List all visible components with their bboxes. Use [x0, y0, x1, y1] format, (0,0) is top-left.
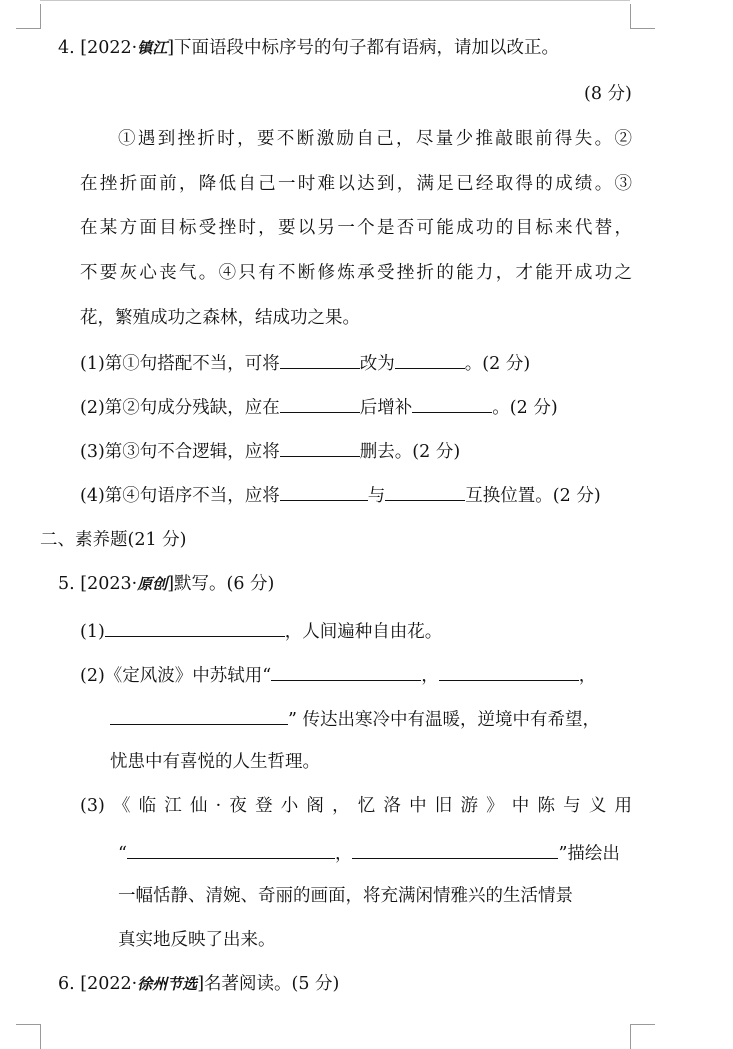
- q4-passage-line-2: 在挫折面前，降低自己一时难以达到，满足已经取得的成绩。③: [80, 174, 632, 194]
- q4-sub-1: (1)第①句搭配不当，可将 改为 。(2 分): [80, 350, 530, 376]
- q4-sub-2: (2)第②句成分残缺，应在 后增补 。(2 分): [80, 394, 558, 420]
- q4-passage-line-3: 在某方面目标受挫时，要以另一个是否可能成功的目标来代替，: [80, 218, 632, 238]
- q5-part-3-line-2: “ ， ”描绘出: [118, 840, 620, 866]
- answer-blank[interactable]: [271, 662, 421, 681]
- q6-heading: 6. [2022·徐州节选]名著阅读。(5 分): [58, 974, 340, 994]
- crop-mark-bottom-left: [16, 1024, 41, 1049]
- crop-mark-top-right: [630, 4, 655, 29]
- q4-passage-line-5: 花，繁殖成功之森林，结成功之果。: [80, 308, 360, 328]
- q5-part-3-line-4: 真实地反映了出来。: [118, 930, 276, 950]
- answer-blank[interactable]: [352, 840, 558, 859]
- q4-sub-4: (4)第④句语序不当，应将 与 互换位置。(2 分): [80, 482, 601, 508]
- q6-source: 徐州节选: [137, 975, 198, 993]
- answer-blank[interactable]: [280, 482, 368, 501]
- answer-blank[interactable]: [280, 350, 360, 369]
- answer-blank[interactable]: [127, 840, 335, 859]
- q4-sub-3: (3)第③句不合逻辑，应将 删去。(2 分): [80, 438, 460, 464]
- q5-part-2-line-1: (2)《定风波》中苏轼用“ ， ，: [80, 662, 596, 688]
- q5-part-3-line-3: 一幅恬静、清婉、奇丽的画面，将充满闲情雅兴的生活情景: [118, 886, 573, 906]
- answer-blank[interactable]: [412, 394, 492, 413]
- q5-part-1: (1) ，人间遍种自由花。: [80, 618, 442, 644]
- page-top-rule: [40, 0, 630, 1]
- q5-part-2-line-3: 忧患中有喜悦的人生哲理。: [110, 752, 320, 772]
- q4-passage-line-4: 不要灰心丧气。④只有不断修炼承受挫折的能力，才能开成功之: [80, 263, 632, 283]
- answer-blank[interactable]: [280, 394, 360, 413]
- q4-source: 镇江: [137, 39, 168, 57]
- q4-score: (8 分): [584, 84, 632, 104]
- crop-mark-top-left: [16, 4, 41, 29]
- answer-blank[interactable]: [280, 438, 360, 457]
- q4-passage-line-1: ①遇到挫折时，要不断激励自己，尽量少推敲眼前得失。②: [118, 129, 632, 149]
- answer-blank[interactable]: [105, 618, 285, 637]
- section-heading: 二、素养题(21 分): [40, 530, 187, 550]
- q5-part-2-line-2: ” 传达出寒冷中有温暖，逆境中有希望，: [110, 706, 600, 732]
- answer-blank[interactable]: [395, 350, 465, 369]
- q5-heading: 5. [2023·原创]默写。(6 分): [58, 574, 275, 594]
- q4-heading: 4. [2022·镇江]下面语段中标序号的句子都有语病，请加以改正。: [58, 38, 560, 58]
- answer-blank[interactable]: [439, 662, 579, 681]
- crop-mark-bottom-right: [630, 1024, 655, 1049]
- answer-blank[interactable]: [110, 706, 288, 725]
- q5-part-3-line-1: (3)《临江仙·夜登小阁，忆洛中旧游》中陈与义用: [80, 796, 632, 816]
- q5-source: 原创: [137, 575, 168, 593]
- answer-blank[interactable]: [385, 482, 465, 501]
